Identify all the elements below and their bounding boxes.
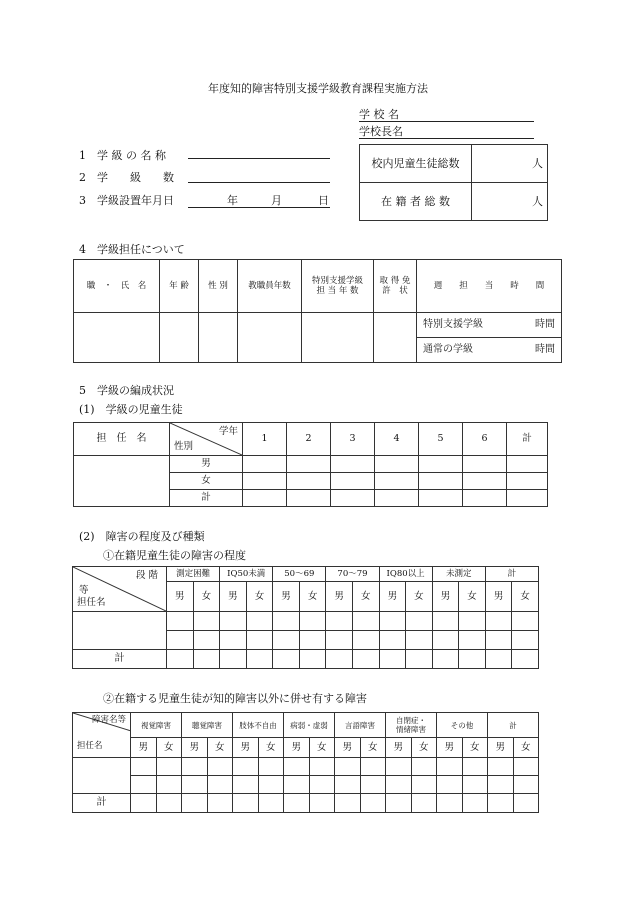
class-count-line bbox=[188, 182, 330, 183]
count-cell[interactable] bbox=[462, 776, 488, 794]
school-name-label: 学 校 名 bbox=[359, 108, 399, 121]
count-cell[interactable] bbox=[193, 650, 220, 669]
count-cell[interactable] bbox=[309, 794, 335, 813]
class-students-table bbox=[73, 422, 548, 507]
teacher-label: 担任名 bbox=[77, 740, 103, 751]
header-name: 職 ・ 氏 名 bbox=[74, 260, 160, 313]
count-cell[interactable] bbox=[243, 473, 287, 490]
count-cell[interactable] bbox=[167, 612, 194, 631]
teacher-name-cell[interactable] bbox=[73, 758, 131, 794]
male-header: 男 bbox=[335, 738, 361, 758]
count-cell[interactable] bbox=[411, 776, 437, 794]
count-cell[interactable] bbox=[379, 612, 406, 631]
item-1-num: 1 bbox=[79, 149, 86, 162]
count-cell[interactable] bbox=[156, 794, 182, 813]
count-cell[interactable] bbox=[352, 612, 379, 631]
total-row-label: 計 bbox=[73, 650, 167, 669]
female-header: 女 bbox=[406, 582, 433, 612]
count-cell[interactable] bbox=[131, 776, 157, 794]
group-header: 70〜79 bbox=[326, 567, 379, 582]
count-cell[interactable] bbox=[360, 758, 386, 776]
count-cell[interactable] bbox=[243, 456, 287, 473]
count-cell[interactable] bbox=[284, 758, 310, 776]
group-header: 病弱・虚弱 bbox=[284, 713, 335, 738]
hours-special-cell[interactable] bbox=[417, 313, 562, 338]
count-cell[interactable] bbox=[299, 631, 326, 650]
female-header: 女 bbox=[258, 738, 284, 758]
male-header: 男 bbox=[379, 582, 406, 612]
count-cell[interactable] bbox=[432, 631, 459, 650]
document-title: 年度知的障害特別支援学級教育課程実施方法 bbox=[208, 82, 428, 95]
male-header: 男 bbox=[284, 738, 310, 758]
female-header: 女 bbox=[352, 582, 379, 612]
count-cell[interactable] bbox=[463, 456, 507, 473]
count-cell[interactable] bbox=[284, 776, 310, 794]
count-cell[interactable] bbox=[299, 650, 326, 669]
group-header: IQ80以上 bbox=[379, 567, 432, 582]
establish-date-line bbox=[188, 207, 330, 208]
count-cell[interactable] bbox=[419, 456, 463, 473]
hours-special-unit: 時間 bbox=[535, 319, 555, 330]
group-header: 肢体不自由 bbox=[233, 713, 284, 738]
principal-name-line bbox=[359, 138, 534, 139]
count-cell[interactable] bbox=[386, 758, 412, 776]
count-cell[interactable] bbox=[488, 776, 514, 794]
count-cell[interactable] bbox=[462, 794, 488, 813]
class-name-line bbox=[188, 158, 330, 159]
count-cell[interactable] bbox=[258, 758, 284, 776]
male-header: 男 bbox=[386, 738, 412, 758]
section-5-2-b-heading: ②在籍する児童生徒が知的障害以外に併せ有する障害 bbox=[103, 692, 367, 705]
male-header: 男 bbox=[432, 582, 459, 612]
count-cell[interactable] bbox=[411, 758, 437, 776]
group-header: 視覚障害 bbox=[131, 713, 182, 738]
count-cell[interactable] bbox=[488, 794, 514, 813]
total-row-label: 計 bbox=[73, 794, 131, 813]
disability-name-label: 障害名等 bbox=[91, 715, 126, 725]
count-cell[interactable] bbox=[287, 456, 331, 473]
female-header: 女 bbox=[207, 738, 233, 758]
count-cell[interactable] bbox=[273, 631, 300, 650]
count-cell[interactable] bbox=[352, 650, 379, 669]
male-header: 男 bbox=[182, 738, 208, 758]
count-cell[interactable] bbox=[463, 490, 507, 507]
count-cell[interactable] bbox=[360, 776, 386, 794]
section-5-2-a-heading: ①在籍児童生徒の障害の程度 bbox=[103, 549, 246, 562]
count-cell[interactable] bbox=[182, 758, 208, 776]
grade-1: 1 bbox=[243, 423, 287, 456]
hours-regular-unit: 時間 bbox=[535, 344, 555, 355]
count-cell[interactable] bbox=[379, 650, 406, 669]
count-cell[interactable] bbox=[375, 473, 419, 490]
count-cell[interactable] bbox=[331, 473, 375, 490]
student-totals-table bbox=[359, 144, 548, 221]
count-cell[interactable] bbox=[207, 758, 233, 776]
group-header: その他 bbox=[437, 713, 488, 738]
cell-special-years[interactable] bbox=[302, 313, 374, 363]
count-cell[interactable] bbox=[220, 631, 247, 650]
section-5-1-heading: (1) 学級の児童生徒 bbox=[79, 403, 183, 416]
count-cell[interactable] bbox=[507, 473, 548, 490]
female-header: 女 bbox=[193, 582, 220, 612]
female-header: 女 bbox=[309, 738, 335, 758]
count-cell[interactable] bbox=[233, 776, 259, 794]
count-cell[interactable] bbox=[335, 794, 361, 813]
count-cell[interactable] bbox=[463, 473, 507, 490]
cell-gender[interactable] bbox=[199, 313, 238, 363]
header-license: 取 得 免 許 状 bbox=[374, 260, 417, 313]
header-special-years: 特別支援学級 担 当 年 数 bbox=[302, 260, 374, 313]
enrolled-total-label: 在 籍 者 総 数 bbox=[360, 183, 472, 221]
count-cell[interactable] bbox=[233, 794, 259, 813]
date-year-unit: 年 bbox=[227, 194, 238, 207]
cell-staff-years[interactable] bbox=[238, 313, 302, 363]
group-header: 言語障害 bbox=[335, 713, 386, 738]
group-header: IQ50未満 bbox=[220, 567, 273, 582]
group-header: 計 bbox=[485, 567, 538, 582]
teacher-table bbox=[73, 259, 562, 363]
grade-3: 3 bbox=[331, 423, 375, 456]
male-header: 男 bbox=[220, 582, 247, 612]
female-header: 女 bbox=[512, 582, 539, 612]
count-cell[interactable] bbox=[507, 490, 548, 507]
count-cell[interactable] bbox=[432, 650, 459, 669]
header-weekly-hours: 週 担 当 時 間 bbox=[417, 260, 562, 313]
grade-4: 4 bbox=[375, 423, 419, 456]
count-cell[interactable] bbox=[193, 631, 220, 650]
header-age: 年 齢 bbox=[160, 260, 199, 313]
count-cell[interactable] bbox=[513, 794, 539, 813]
count-cell[interactable] bbox=[437, 776, 463, 794]
count-cell[interactable] bbox=[326, 650, 353, 669]
male-header: 男 bbox=[488, 738, 514, 758]
female-header: 女 bbox=[156, 738, 182, 758]
grade-5: 5 bbox=[419, 423, 463, 456]
gender-label: 性別 bbox=[174, 440, 194, 452]
item-2-label: 学 級 数 bbox=[97, 171, 174, 184]
teacher-name-header: 担 任 名 bbox=[74, 423, 170, 456]
count-cell[interactable] bbox=[246, 650, 273, 669]
count-cell[interactable] bbox=[243, 490, 287, 507]
count-cell[interactable] bbox=[512, 650, 539, 669]
count-cell[interactable] bbox=[287, 490, 331, 507]
count-cell[interactable] bbox=[258, 794, 284, 813]
row-total-label: 計 bbox=[170, 490, 243, 507]
teacher-label: 担任名 bbox=[77, 596, 106, 608]
cell-license[interactable] bbox=[374, 313, 417, 363]
count-cell[interactable] bbox=[131, 758, 157, 776]
grade-6: 6 bbox=[463, 423, 507, 456]
count-cell[interactable] bbox=[488, 758, 514, 776]
count-cell[interactable] bbox=[459, 650, 486, 669]
count-cell[interactable] bbox=[182, 794, 208, 813]
count-cell[interactable] bbox=[437, 794, 463, 813]
count-cell[interactable] bbox=[485, 650, 512, 669]
count-cell[interactable] bbox=[207, 776, 233, 794]
count-cell[interactable] bbox=[432, 612, 459, 631]
count-cell[interactable] bbox=[386, 794, 412, 813]
count-cell[interactable] bbox=[360, 794, 386, 813]
date-month-unit: 月 bbox=[271, 194, 282, 207]
group-header: 計 bbox=[488, 713, 539, 738]
male-header: 男 bbox=[233, 738, 259, 758]
count-cell[interactable] bbox=[258, 776, 284, 794]
male-header: 男 bbox=[485, 582, 512, 612]
female-header: 女 bbox=[459, 582, 486, 612]
male-header: 男 bbox=[131, 738, 157, 758]
group-header: 測定困難 bbox=[167, 567, 220, 582]
item-1-label: 学 級 の 名 称 bbox=[97, 149, 166, 162]
count-cell[interactable] bbox=[156, 758, 182, 776]
other-disability-table bbox=[72, 712, 539, 813]
count-cell[interactable] bbox=[406, 612, 433, 631]
count-cell[interactable] bbox=[273, 650, 300, 669]
count-cell[interactable] bbox=[233, 758, 259, 776]
count-cell[interactable] bbox=[406, 650, 433, 669]
group-header: 未測定 bbox=[432, 567, 485, 582]
count-cell[interactable] bbox=[246, 631, 273, 650]
stage-label: 段 階 bbox=[135, 570, 158, 581]
disability-degree-table bbox=[72, 566, 539, 669]
teacher-name-cell[interactable] bbox=[73, 612, 167, 650]
count-cell[interactable] bbox=[437, 758, 463, 776]
count-cell[interactable] bbox=[156, 776, 182, 794]
count-cell[interactable] bbox=[386, 776, 412, 794]
count-cell[interactable] bbox=[335, 776, 361, 794]
grade-total: 計 bbox=[507, 423, 548, 456]
female-header: 女 bbox=[246, 582, 273, 612]
count-cell[interactable] bbox=[326, 631, 353, 650]
school-total-label: 校内児童生徒総数 bbox=[360, 145, 472, 183]
count-cell[interactable] bbox=[406, 631, 433, 650]
stage-teacher-header bbox=[73, 567, 167, 612]
count-cell[interactable] bbox=[411, 794, 437, 813]
female-header: 女 bbox=[360, 738, 386, 758]
count-cell[interactable] bbox=[309, 758, 335, 776]
male-header: 男 bbox=[273, 582, 300, 612]
grade-gender-header bbox=[170, 423, 243, 456]
count-cell[interactable] bbox=[459, 612, 486, 631]
group-header: 聴覚障害 bbox=[182, 713, 233, 738]
teacher-name-cell[interactable] bbox=[74, 456, 170, 507]
school-total-unit: 人 bbox=[472, 145, 548, 183]
count-cell[interactable] bbox=[207, 794, 233, 813]
female-header: 女 bbox=[299, 582, 326, 612]
count-cell[interactable] bbox=[335, 758, 361, 776]
grade-label: 学年 bbox=[218, 426, 238, 437]
header-gender: 性 別 bbox=[199, 260, 238, 313]
hours-regular-label: 通常の学級 bbox=[423, 344, 473, 355]
count-cell[interactable] bbox=[326, 612, 353, 631]
item-3-label: 学級設置年月日 bbox=[97, 194, 174, 207]
count-cell[interactable] bbox=[131, 794, 157, 813]
cell-name[interactable] bbox=[74, 313, 160, 363]
header-staff-years: 教職員年数 bbox=[238, 260, 302, 313]
item-2-num: 2 bbox=[79, 171, 86, 184]
count-cell[interactable] bbox=[309, 776, 335, 794]
female-header: 女 bbox=[462, 738, 488, 758]
male-header: 男 bbox=[167, 582, 194, 612]
count-cell[interactable] bbox=[375, 456, 419, 473]
count-cell[interactable] bbox=[220, 612, 247, 631]
female-header: 女 bbox=[513, 738, 539, 758]
count-cell[interactable] bbox=[331, 490, 375, 507]
count-cell[interactable] bbox=[273, 612, 300, 631]
count-cell[interactable] bbox=[167, 631, 194, 650]
count-cell[interactable] bbox=[167, 650, 194, 669]
section-5-heading: 5 学級の編成状況 bbox=[79, 384, 174, 397]
count-cell[interactable] bbox=[246, 612, 273, 631]
count-cell[interactable] bbox=[512, 631, 539, 650]
row-female-label: 女 bbox=[170, 473, 243, 490]
count-cell[interactable] bbox=[459, 631, 486, 650]
count-cell[interactable] bbox=[287, 473, 331, 490]
disability-teacher-header bbox=[73, 713, 131, 758]
group-header: 自閉症・ 情緒障害 bbox=[386, 713, 437, 738]
count-cell[interactable] bbox=[485, 631, 512, 650]
count-cell[interactable] bbox=[352, 631, 379, 650]
count-cell[interactable] bbox=[375, 490, 419, 507]
row-male-label: 男 bbox=[170, 456, 243, 473]
group-header: 50〜69 bbox=[273, 567, 326, 582]
male-header: 男 bbox=[326, 582, 353, 612]
count-cell[interactable] bbox=[220, 650, 247, 669]
count-cell[interactable] bbox=[462, 758, 488, 776]
date-day-unit: 日 bbox=[318, 194, 329, 207]
section-5-2-heading: (2) 障害の程度及び種類 bbox=[79, 530, 205, 543]
cell-age[interactable] bbox=[160, 313, 199, 363]
count-cell[interactable] bbox=[284, 794, 310, 813]
section-4-heading: 4 学級担任について bbox=[79, 243, 185, 256]
count-cell[interactable] bbox=[513, 776, 539, 794]
count-cell[interactable] bbox=[507, 456, 548, 473]
count-cell[interactable] bbox=[193, 612, 220, 631]
count-cell[interactable] bbox=[485, 612, 512, 631]
count-cell[interactable] bbox=[419, 490, 463, 507]
count-cell[interactable] bbox=[331, 456, 375, 473]
hours-special-label: 特別支援学級 bbox=[423, 319, 483, 330]
count-cell[interactable] bbox=[379, 631, 406, 650]
count-cell[interactable] bbox=[512, 612, 539, 631]
item-3-num: 3 bbox=[79, 194, 86, 207]
female-header: 女 bbox=[411, 738, 437, 758]
count-cell[interactable] bbox=[182, 776, 208, 794]
male-header: 男 bbox=[437, 738, 463, 758]
enrolled-total-unit: 人 bbox=[472, 183, 548, 221]
grade-2: 2 bbox=[287, 423, 331, 456]
count-cell[interactable] bbox=[299, 612, 326, 631]
hours-regular-cell[interactable] bbox=[417, 338, 562, 363]
count-cell[interactable] bbox=[419, 473, 463, 490]
count-cell[interactable] bbox=[513, 758, 539, 776]
school-name-line bbox=[359, 121, 534, 122]
etc-label: 等 bbox=[79, 585, 89, 596]
principal-name-label: 学校長名 bbox=[359, 125, 403, 138]
